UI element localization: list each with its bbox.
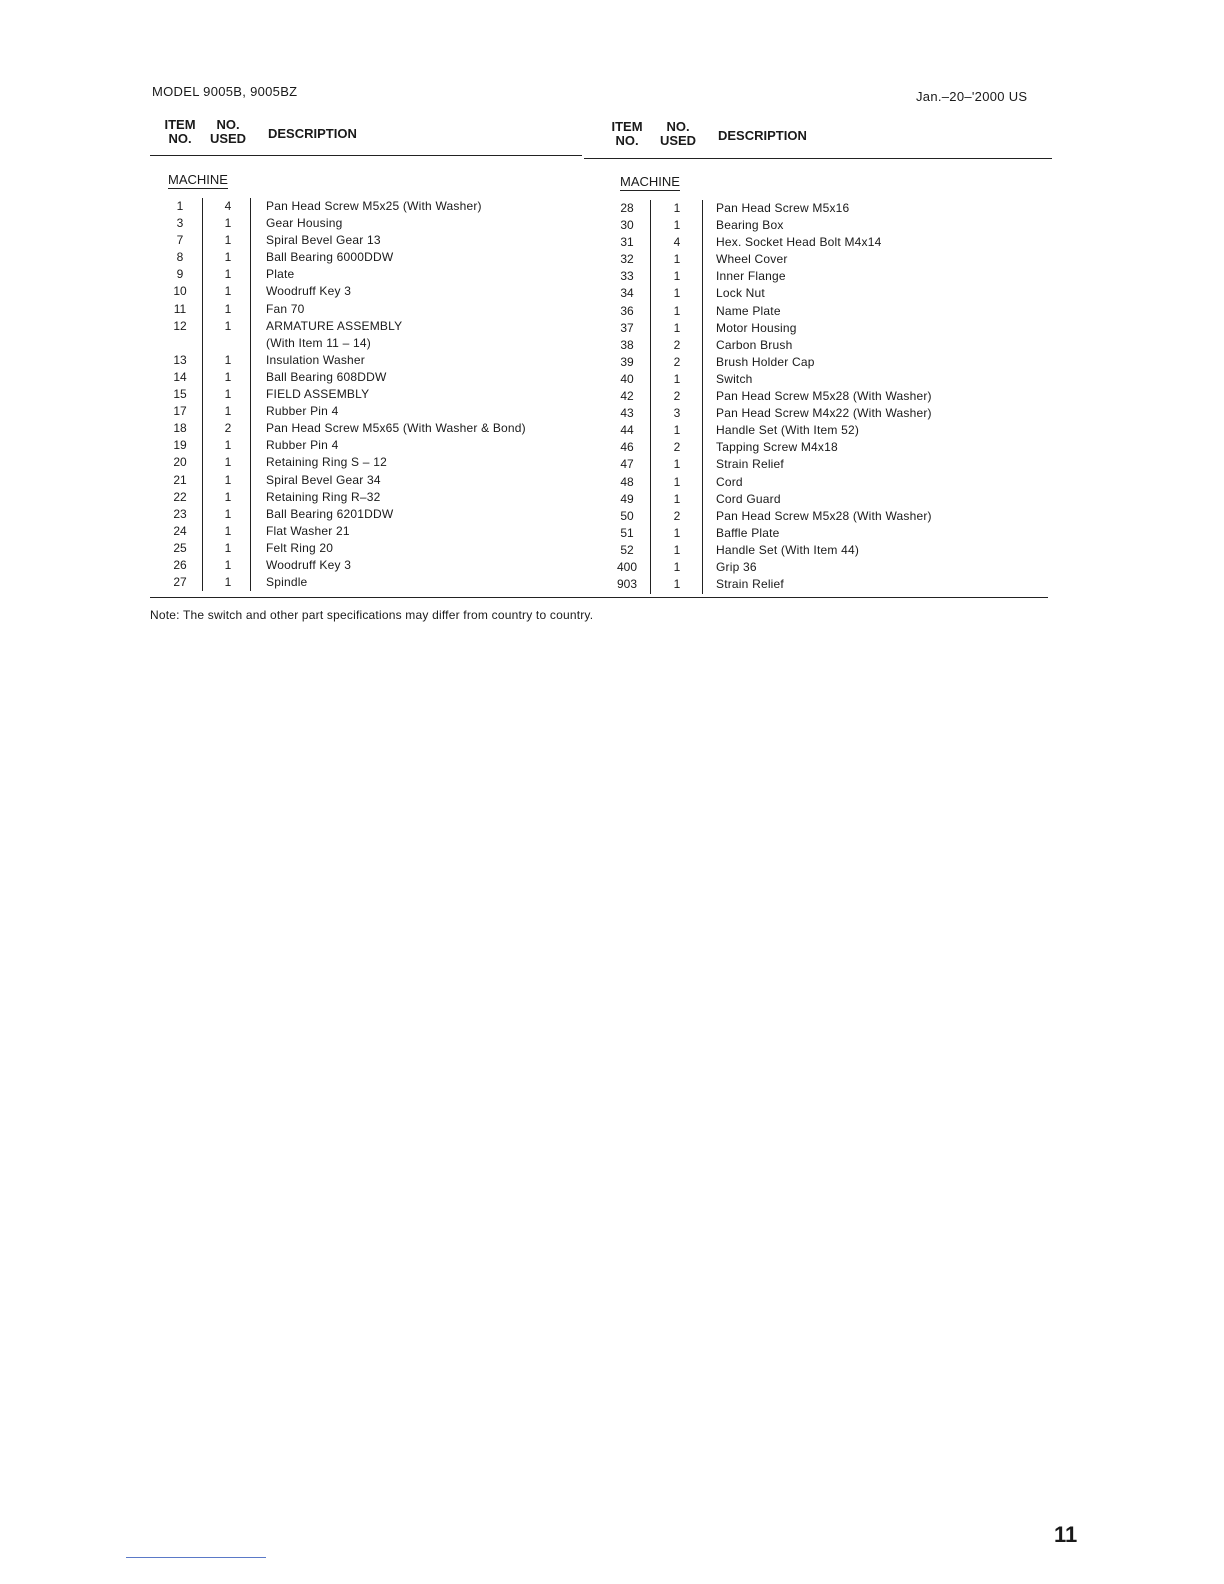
item-no-cell: 50 <box>620 508 634 523</box>
table-row <box>584 525 1052 542</box>
no-used-cell: 1 <box>673 286 681 301</box>
item-no-cell: 49 <box>620 491 634 506</box>
no-used-cell: 1 <box>224 284 232 299</box>
no-used-cell: 1 <box>224 557 232 572</box>
column-header <box>150 118 582 154</box>
description-cell: ARMATURE ASSEMBLY <box>266 318 403 333</box>
item-no-cell: 8 <box>176 250 184 265</box>
description-cell: Pan Head Screw M5x16 <box>716 201 850 215</box>
description-cell: Spiral Bevel Gear 34 <box>266 472 381 487</box>
no-used-cell: 2 <box>673 440 681 455</box>
table-row <box>150 318 582 335</box>
table-row <box>584 268 1052 285</box>
item-no-cell: 34 <box>620 286 634 301</box>
item-no-cell: 13 <box>173 352 187 367</box>
section-label: MACHINE <box>620 174 680 189</box>
no-used-cell: 2 <box>673 389 681 404</box>
description-cell: Lock Nut <box>716 286 765 301</box>
item-no-cell: 10 <box>173 284 187 299</box>
table-row <box>584 303 1052 320</box>
table-row <box>584 422 1052 439</box>
no-used-cell: 1 <box>224 352 232 367</box>
no-used-cell: 1 <box>224 404 232 419</box>
description-header: DESCRIPTION <box>268 126 357 141</box>
parts-list-left <box>150 117 582 590</box>
parts-rows <box>150 198 582 591</box>
description-cell: Woodruff Key 3 <box>266 557 352 572</box>
description-cell: Rubber Pin 4 <box>266 438 339 453</box>
table-row <box>584 439 1052 456</box>
no-used-cell: 2 <box>673 354 681 369</box>
table-row <box>150 301 582 318</box>
table-row <box>150 489 582 506</box>
no-used-cell: 1 <box>673 201 681 215</box>
no-used-cell: 1 <box>673 320 681 335</box>
description-cell: Rubber Pin 4 <box>266 404 339 419</box>
item-no-cell: 3 <box>176 216 184 231</box>
table-row <box>150 232 582 249</box>
description-cell: Woodruff Key 3 <box>266 284 352 299</box>
no-used-cell: 1 <box>224 387 232 402</box>
description-cell: Flat Washer 21 <box>266 523 350 538</box>
description-cell: Name Plate <box>716 303 781 318</box>
table-row <box>150 523 582 540</box>
item-no-cell: 20 <box>173 455 187 470</box>
item-no-cell: 32 <box>620 252 634 267</box>
description-cell: Switch <box>716 371 753 386</box>
description-cell: Strain Relief <box>716 577 784 592</box>
no-used-cell: 4 <box>224 199 232 213</box>
description-cell: Pan Head Screw M5x65 (With Washer & Bond) <box>266 421 526 436</box>
description-cell: Plate <box>266 267 295 282</box>
no-used-cell: 1 <box>673 252 681 267</box>
description-cell: Bearing Box <box>716 218 784 233</box>
no-used-cell: 3 <box>673 406 681 421</box>
no-used-header: NO. USED <box>209 117 247 146</box>
item-no-cell: 14 <box>173 369 187 384</box>
no-used-cell: 1 <box>673 474 681 489</box>
no-used-cell: 1 <box>673 577 681 592</box>
item-no-cell: 48 <box>620 474 634 489</box>
item-no-cell: 47 <box>620 457 634 472</box>
item-no-cell: 31 <box>620 235 634 250</box>
no-used-cell: 1 <box>224 540 232 555</box>
item-no-header: ITEM NO. <box>164 117 196 146</box>
table-row <box>150 283 582 300</box>
table-row <box>584 354 1052 371</box>
table-row <box>584 405 1052 422</box>
no-used-cell: 1 <box>224 369 232 384</box>
item-no-cell: 44 <box>620 423 634 438</box>
description-cell: FIELD ASSEMBLY <box>266 387 370 402</box>
description-cell: Wheel Cover <box>716 252 788 267</box>
no-used-cell: 1 <box>673 269 681 284</box>
no-used-cell: 1 <box>673 218 681 233</box>
table-row <box>150 437 582 454</box>
item-no-cell: 22 <box>173 489 187 504</box>
item-no-cell: 19 <box>173 438 187 453</box>
item-no-cell: 18 <box>173 421 187 436</box>
table-row <box>584 320 1052 337</box>
no-used-cell: 1 <box>673 559 681 574</box>
no-used-cell: 2 <box>673 508 681 523</box>
item-no-cell: 25 <box>173 540 187 555</box>
description-cell: Baffle Plate <box>716 525 780 540</box>
description-cell: Tapping Screw M4x18 <box>716 440 838 455</box>
description-cell: Felt Ring 20 <box>266 540 334 555</box>
item-no-cell: 26 <box>173 557 187 572</box>
item-no-cell: 7 <box>176 233 184 248</box>
item-no-cell: 43 <box>620 406 634 421</box>
table-row <box>584 217 1052 234</box>
table-row <box>584 200 1052 217</box>
no-used-cell: 2 <box>673 337 681 352</box>
table-row <box>150 472 582 489</box>
description-cell: Retaining Ring R–32 <box>266 489 381 504</box>
table-row <box>150 335 582 352</box>
table-row <box>150 557 582 574</box>
table-row <box>150 540 582 557</box>
item-no-cell: 21 <box>173 472 187 487</box>
description-cell: Inner Flange <box>716 269 786 284</box>
no-used-cell: 1 <box>224 250 232 265</box>
description-cell: Pan Head Screw M5x28 (With Washer) <box>716 389 932 404</box>
item-no-cell: 903 <box>616 577 638 592</box>
item-no-cell: 24 <box>173 523 187 538</box>
item-no-cell: 38 <box>620 337 634 352</box>
item-no-cell: 28 <box>620 201 634 215</box>
item-no-cell: 400 <box>616 559 638 574</box>
no-used-cell: 1 <box>224 523 232 538</box>
no-used-cell: 1 <box>673 423 681 438</box>
no-used-cell: 1 <box>224 438 232 453</box>
description-cell: Ball Bearing 6000DDW <box>266 250 394 265</box>
description-cell: Strain Relief <box>716 457 784 472</box>
item-no-cell: 46 <box>620 440 634 455</box>
table-row <box>584 542 1052 559</box>
table-row <box>150 249 582 266</box>
description-cell: Grip 36 <box>716 559 757 574</box>
section-label: MACHINE <box>168 172 228 187</box>
table-row <box>150 266 582 283</box>
item-no-cell: 37 <box>620 320 634 335</box>
item-no-cell: 23 <box>173 506 187 521</box>
table-row <box>150 506 582 523</box>
item-no-cell: 11 <box>173 301 187 316</box>
no-used-cell: 1 <box>224 506 232 521</box>
no-used-cell: 1 <box>224 472 232 487</box>
description-cell: Hex. Socket Head Bolt M4x14 <box>716 235 882 250</box>
table-row <box>150 454 582 471</box>
description-cell: Insulation Washer <box>266 352 366 367</box>
item-no-cell: 42 <box>620 389 634 404</box>
table-row <box>150 215 582 232</box>
table-row <box>584 388 1052 405</box>
table-row <box>150 420 582 437</box>
description-cell: Motor Housing <box>716 320 797 335</box>
no-used-cell: 4 <box>673 235 681 250</box>
table-row <box>584 251 1052 268</box>
description-cell: Cord <box>716 474 743 489</box>
table-row <box>584 337 1052 354</box>
item-no-cell: 40 <box>620 371 634 386</box>
description-cell: Pan Head Screw M5x25 (With Washer) <box>266 199 482 213</box>
description-cell: Spindle <box>266 575 308 590</box>
item-no-cell: 9 <box>176 267 184 282</box>
no-used-cell: 1 <box>224 575 232 590</box>
item-no-cell: 39 <box>620 354 634 369</box>
description-cell: Cord Guard <box>716 491 781 506</box>
no-used-cell: 1 <box>224 455 232 470</box>
table-row <box>150 386 582 403</box>
no-used-cell: 1 <box>673 303 681 318</box>
description-cell: Brush Holder Cap <box>716 354 815 369</box>
item-no-cell: 36 <box>620 303 634 318</box>
description-cell: Ball Bearing 608DDW <box>266 369 387 384</box>
no-used-cell: 1 <box>673 525 681 540</box>
description-cell: Spiral Bevel Gear 13 <box>266 233 381 248</box>
description-cell: Fan 70 <box>266 301 305 316</box>
column-header <box>584 118 1052 154</box>
no-used-cell: 1 <box>673 371 681 386</box>
date-header: Jan.–20–'2000 US <box>916 89 1028 104</box>
table-row <box>150 403 582 420</box>
no-used-cell: 1 <box>673 457 681 472</box>
description-cell: Pan Head Screw M5x28 (With Washer) <box>716 508 932 523</box>
footnote: Note: The switch and other part specifications may differ from country to country. <box>150 608 594 622</box>
table-row <box>150 369 582 386</box>
no-used-cell: 1 <box>224 301 232 316</box>
description-cell: Carbon Brush <box>716 337 793 352</box>
no-used-cell: 1 <box>673 491 681 506</box>
description-cell: Handle Set (With Item 44) <box>716 542 860 557</box>
item-no-cell: 27 <box>173 575 187 590</box>
item-no-cell: 15 <box>173 387 187 402</box>
table-row <box>584 474 1052 491</box>
table-row <box>584 491 1052 508</box>
table-bottom-rule <box>150 597 1048 598</box>
item-no-cell: 33 <box>620 269 634 284</box>
header-rule <box>584 158 1052 159</box>
no-used-cell: 1 <box>224 233 232 248</box>
no-used-cell: 2 <box>224 421 232 436</box>
table-row <box>150 198 582 215</box>
header-rule <box>150 155 582 156</box>
table-row <box>584 456 1052 473</box>
description-header: DESCRIPTION <box>718 128 807 143</box>
item-no-cell: 30 <box>620 218 634 233</box>
page-number: 11 <box>1054 1522 1078 1547</box>
item-no-header: ITEM NO. <box>611 119 643 148</box>
description-cell: Ball Bearing 6201DDW <box>266 506 394 521</box>
no-used-header: NO. USED <box>659 119 697 148</box>
item-no-cell: 12 <box>173 318 187 333</box>
table-row <box>584 508 1052 525</box>
parts-list-right <box>584 118 1052 592</box>
no-used-cell: 1 <box>673 542 681 557</box>
table-row <box>584 371 1052 388</box>
item-no-cell: 52 <box>620 542 634 557</box>
table-row <box>584 559 1052 576</box>
description-cell: Retaining Ring S – 12 <box>266 455 387 470</box>
model-header: MODEL 9005B, 9005BZ <box>152 84 298 99</box>
parts-rows <box>584 200 1052 593</box>
table-row <box>584 576 1052 593</box>
item-no-cell: 17 <box>173 404 187 419</box>
table-row <box>150 574 582 591</box>
table-row <box>150 352 582 369</box>
item-no-cell: 1 <box>176 199 184 213</box>
no-used-cell: 1 <box>224 318 232 333</box>
no-used-cell: 1 <box>224 267 232 282</box>
table-row <box>584 285 1052 302</box>
description-cell: Gear Housing <box>266 216 343 231</box>
description-cell: (With Item 11 – 14) <box>266 335 371 350</box>
no-used-cell: 1 <box>224 216 232 231</box>
description-cell: Pan Head Screw M4x22 (With Washer) <box>716 406 932 421</box>
footer-line <box>126 1557 266 1558</box>
no-used-cell: 1 <box>224 489 232 504</box>
item-no-cell: 51 <box>620 525 634 540</box>
table-row <box>584 234 1052 251</box>
description-cell: Handle Set (With Item 52) <box>716 423 860 438</box>
